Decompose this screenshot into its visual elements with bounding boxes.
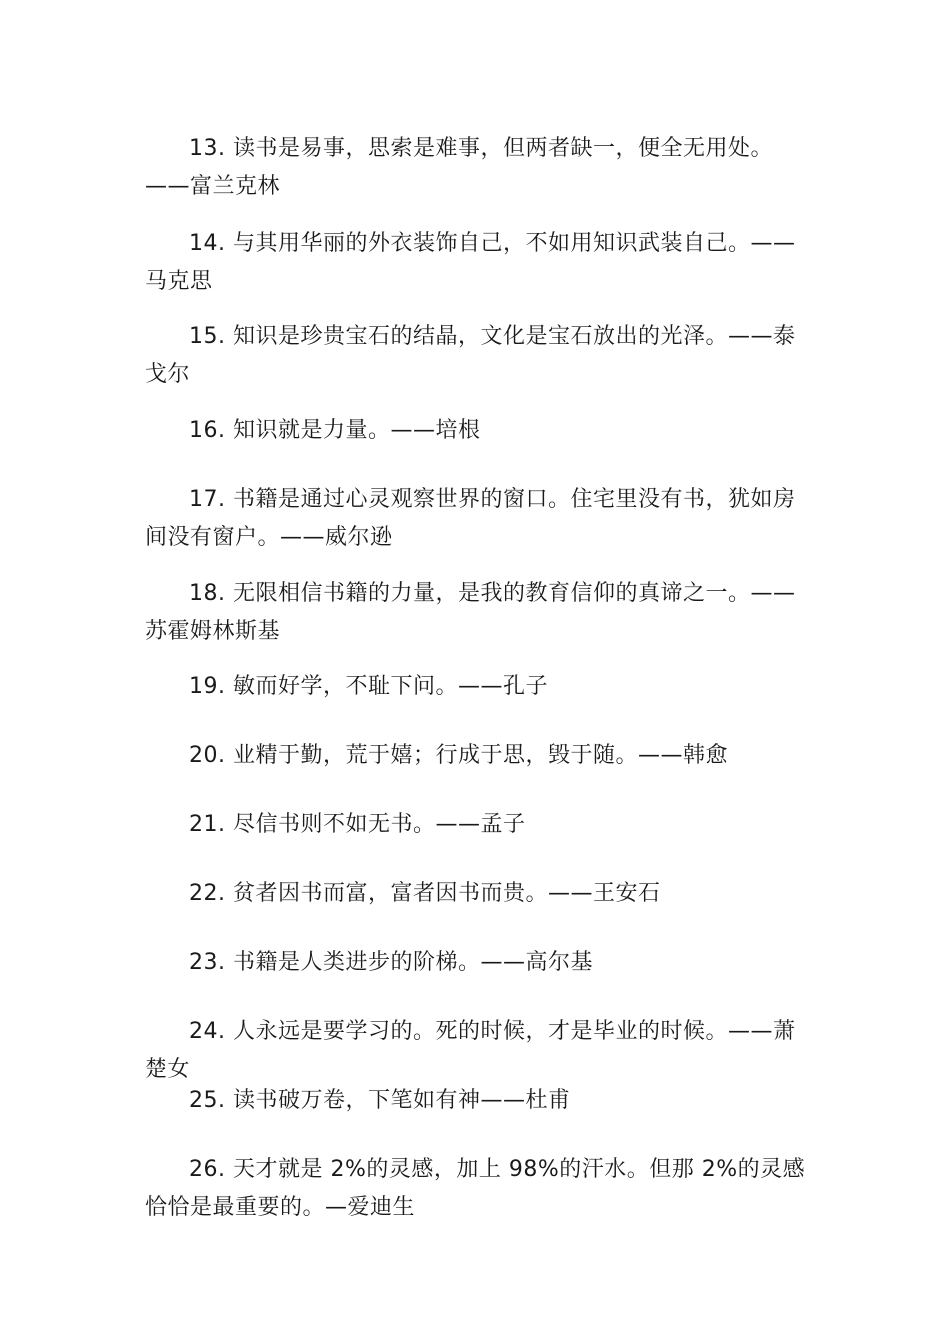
quote-19: 19. 敏而好学，不耻下问。——孔子 [189,674,548,699]
quote-15: 15. 知识是珍贵宝石的结晶，文化是宝石放出的光泽。——泰戈尔 [145,324,796,387]
quote-25: 25. 读书破万卷，下笔如有神——杜甫 [189,1088,571,1113]
quote-14: 14. 与其用华丽的外衣装饰自己，不如用知识武装自己。——马克思 [145,231,796,294]
quote-18: 18. 无限相信书籍的力量，是我的教育信仰的真谛之一。——苏霍姆林斯基 [145,581,796,644]
quote-13: 13. 读书是易事，思索是难事，但两者缺一，便全无用处。——富兰克林 [145,136,773,199]
quote-23: 23. 书籍是人类进步的阶梯。——高尔基 [189,950,593,975]
quote-21: 21. 尽信书则不如无书。——孟子 [189,812,526,837]
quote-20: 20. 业精于勤，荒于嬉；行成于思，毁于随。——韩愈 [189,743,728,768]
quote-24: 24. 人永远是要学习的。死的时候，才是毕业的时候。——萧楚女 [145,1019,796,1082]
quote-16: 16. 知识就是力量。——培根 [189,418,481,443]
quote-26: 26. 天才就是 2%的灵感，加上 98%的汗水。但那 2%的灵感恰恰是最重要的。—爱迪生 [145,1157,806,1220]
quote-22: 22. 贫者因书而富，富者因书而贵。——王安石 [189,881,661,906]
quote-17: 17. 书籍是通过心灵观察世界的窗口。住宅里没有书，犹如房间没有窗户。——威尔逊 [145,487,796,550]
